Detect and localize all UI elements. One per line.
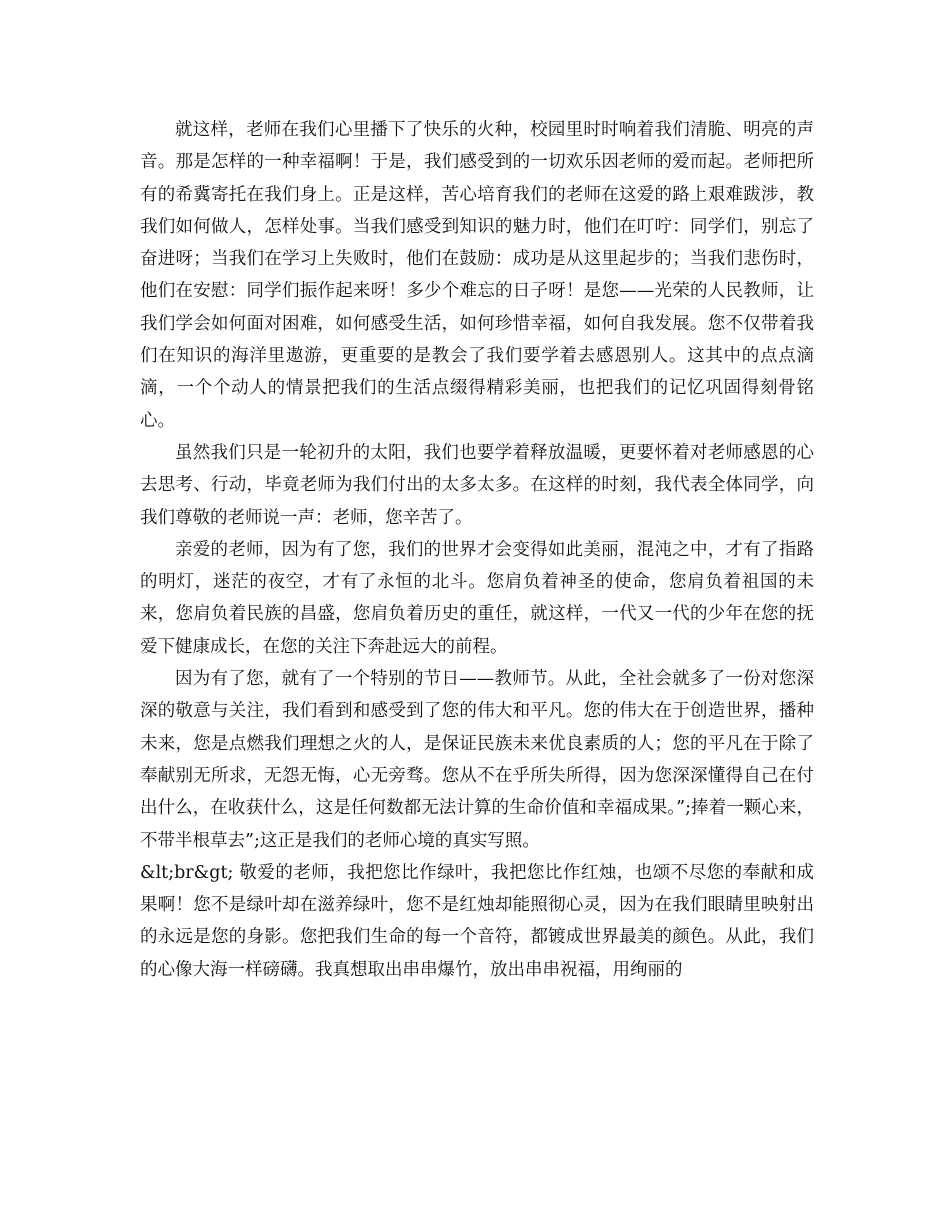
paragraph-1: 就这样，老师在我们心里播下了快乐的火种，校园里时时响着我们清脆、明亮的声音。那是怎样的一种幸福啊！于是，我们感受到的一切欢乐因老师的爱而起。老师把所有的希冀寄托在我们身上。正是这样，苦心培育我们的老师在这爱的路上艰难跋涉，教我们如何做人，怎样处事。当我们感受到知识的魅力时，他们在叮咛：同学们，别忘了奋进呀；当我们在学习上失败时，他们在鼓励：成功是从这里起步的；当我们悲伤时，他们在安慰：同学们振作起来呀！多少个难忘的日子呀！是您——光荣的人民教师，让我们学会如何面对困难，如何感受生活，如何珍惜幸福，如何自我发展。您不仅带着我们在知识的海洋里遨游，更重要的是教会了我们要学着去感恩别人。这其中的点点滴滴，一个个动人的情景把我们的生活点缀得精彩美丽，也把我们的记忆巩固得刻骨铭心。 bbox=[140, 120, 814, 431]
paragraph-3: 亲爱的老师，因为有了您，我们的世界才会变得如此美丽，混沌之中，才有了指路的明灯，迷茫的夜空，才有了永恒的北斗。您肩负着神圣的使命，您肩负着祖国的未来，您肩负着民族的昌盛，您肩负着历史的重任，就这样，一代又一代的少年在您的抚爱下健康成长，在您的关注下奔赴远大的前程。 bbox=[140, 539, 814, 657]
paragraph-4: 因为有了您，就有了一个特别的节日——教师节。从此，全社会就多了一份对您深深的敬意与关注，我们看到和感受到了您的伟大和平凡。您的伟大在于创造世界，播种未来，您是点燃我们理想之火的人，是保证民族未来优良素质的人；您的平凡在于除了奉献别无所求，无怨无悔，心无旁骛。您从不在乎所失所得，因为您深深懂得自己在付出什么，在收获什么，这是任何数都无法计算的生命价值和幸福成果。”;捧着一颗心来，不带半根草去”;这正是我们的老师心境的真实写照。 bbox=[140, 669, 814, 851]
document-page bbox=[140, 114, 814, 986]
paragraph-5: &lt;br&gt; 敬爱的老师，我把您比作绿叶，我把您比作红烛，也颂不尽您的奉献和成果啊！您不是绿叶却在滋养绿叶，您不是红烛却能照彻心灵，因为在我们眼睛里映射出的永远是您的身影。您把我们生命的每一个音符，都镀成世界最美的颜色。从此，我们的心像大海一样磅礴。我真想取出串串爆竹，放出串串祝福，用绚丽的 bbox=[140, 862, 814, 980]
paragraph-2: 虽然我们只是一轮初升的太阳，我们也要学着释放温暖，更要怀着对老师感恩的心去思考、行动，毕竟老师为我们付出的太多太多。在这样的时刻，我代表全体同学，向我们尊敬的老师说一声：老师，您辛苦了。 bbox=[140, 442, 814, 528]
